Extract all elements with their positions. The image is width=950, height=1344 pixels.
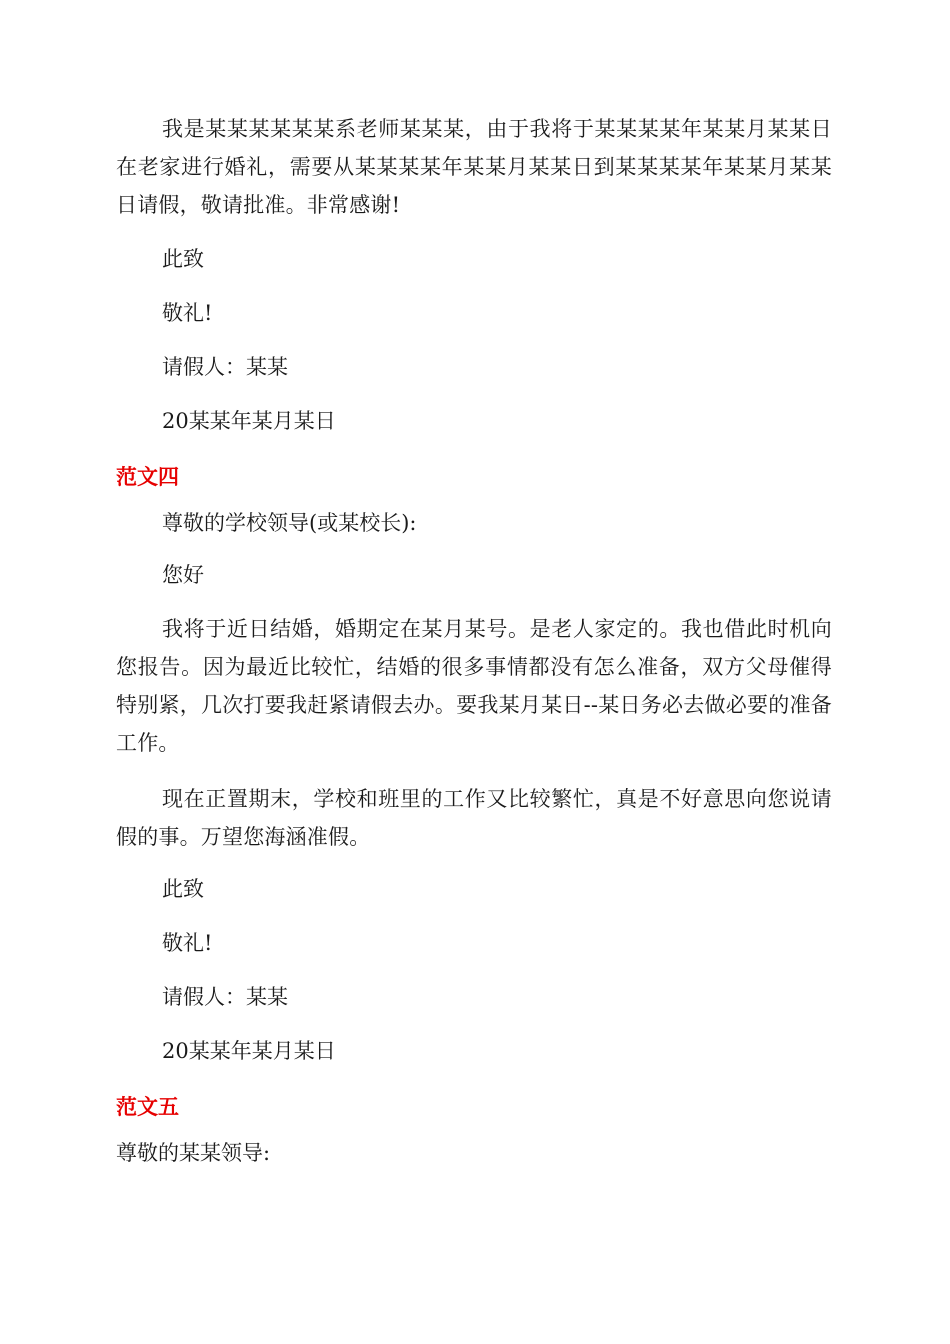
- closing-ci-zhi: 此致: [162, 247, 204, 271]
- signature-line: 请假人：某某: [162, 355, 288, 379]
- salutation: 尊敬的学校领导(或某校长):: [162, 511, 417, 535]
- closing-jing-li: 敬礼!: [162, 301, 213, 325]
- leave-request-paragraph: 我是某某某某某某系老师某某某，由于我将于某某某某年某某月某某日在老家进行婚礼，需要从某某某某年某某月某某日到某某某某年某某月某某日请假，敬请批准。非常感谢!: [116, 117, 832, 217]
- section-heading-five: 范文五: [116, 1095, 179, 1119]
- closing-jing-li: 敬礼!: [162, 931, 213, 955]
- date-line: 20某某年某月某日: [162, 409, 336, 433]
- greeting: 您好: [162, 563, 204, 587]
- section-heading-four: 范文四: [116, 465, 179, 489]
- signature-line: 请假人：某某: [162, 985, 288, 1009]
- closing-ci-zhi: 此致: [162, 877, 204, 901]
- salutation: 尊敬的某某领导:: [116, 1141, 271, 1165]
- body-paragraph-2: 现在正置期末，学校和班里的工作又比较繁忙，真是不好意思向您说请假的事。万望您海涵准假。: [116, 787, 832, 849]
- body-paragraph-1: 我将于近日结婚，婚期定在某月某号。是老人家定的。我也借此时机向您报告。因为最近比较忙，结婚的很多事情都没有怎么准备，双方父母催得特别紧，几次打要我赶紧请假去办。要我某月某日--某日务必去做必要的准备工作。: [116, 617, 832, 755]
- date-line: 20某某年某月某日: [162, 1039, 336, 1063]
